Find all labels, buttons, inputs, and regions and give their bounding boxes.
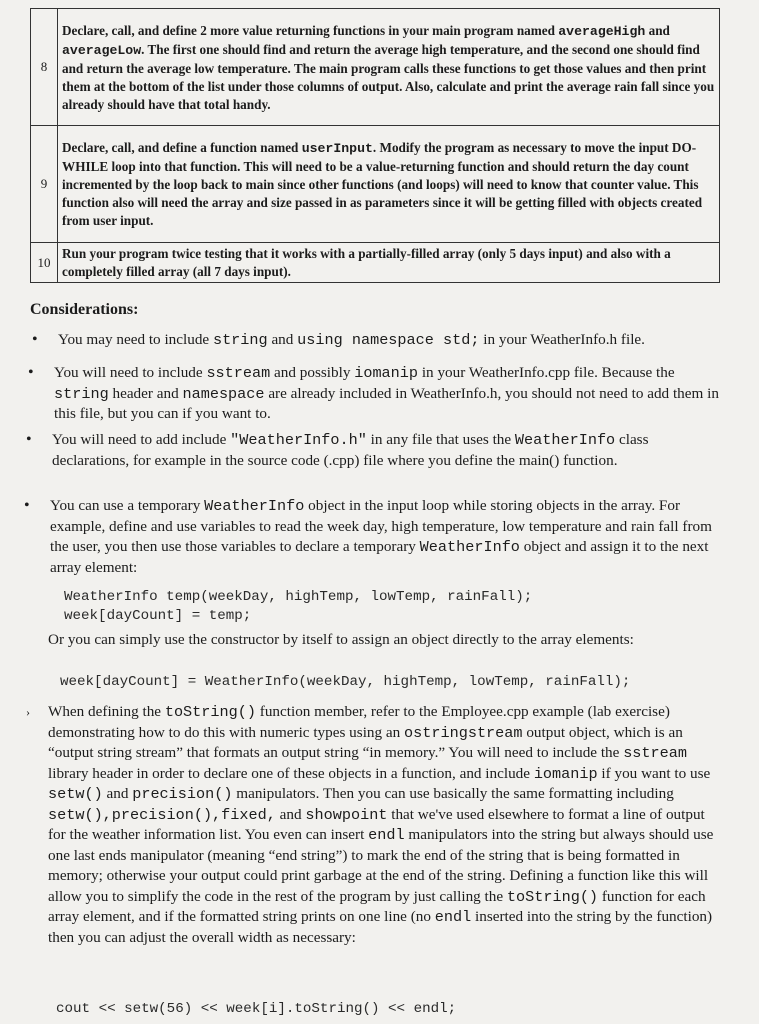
bullet-icon: • xyxy=(26,431,32,448)
bullet-icon: › xyxy=(26,705,30,719)
table-row xyxy=(31,126,720,243)
code-line: WeatherInfo temp(weekDay, highTemp, lowTemp, rainFall); xyxy=(64,589,533,605)
bullet-icon: • xyxy=(28,364,34,381)
table-row xyxy=(31,9,720,126)
paragraph: Or you can simply use the constructor by itself to assign an object directly to the array elements: xyxy=(48,631,634,648)
row-text: Declare, call, and define 2 more value returning functions in your main program named averageHigh and averageLow. The first one should find and return the average high temperature, and the second one should find and return the average low temperature. The main program calls these functions to get those values and then print them at the bottom of the list under those columns of output. Also, calculate and print the average rain fall since you already should have that total handy. xyxy=(58,9,720,126)
row-number: 9 xyxy=(31,126,58,243)
bullet-item: › When defining the toString() function member, refer to the Employee.cpp example (lab exercise) demonstrating how to do this with numeric types using an ostringstream output object, which is an “output string stream” that formats an output string “in memory.” You will need to include the sstream library header in order to declare one of these objects in a function, and include iomanip if you want to use setw() and precision() manipulators. Then you can use basically the same formatting including setw(),precision(),fixed, and showpoint that we've used elsewhere to format a line of output for the weather information list. You even can insert endl manipulators into the string but always should use one last ends manipulator (meaning “end string”) to mark the end of the string that is being formatted in memory; otherwise your output could print garbage at the end of the string. Defining a function like this will allow you to simplify the code in the rest of the program by just calling the toString() function for each array element, and if the formatted string prints on one line (no endl inserted into the string by the function) then you can adjust the overall width as necessary: xyxy=(26,703,714,946)
code-line: week[dayCount] = WeatherInfo(weekDay, highTemp, lowTemp, rainFall); xyxy=(60,674,631,690)
row-text: Declare, call, and define a function named userInput. Modify the program as necessary to move the input DO-WHILE loop into that function. This will need to be a value-returning function and should return the day count incremented by the loop back to main since other functions (and loops) will need to know that counter value. This function also will need the array and size passed in as parameters since it will be getting filled with objects created from user input. xyxy=(58,126,720,243)
row-number: 8 xyxy=(31,9,58,126)
bullet-icon: • xyxy=(32,331,38,348)
row-number: 10 xyxy=(31,243,58,283)
row-text: Run your program twice testing that it works with a partially-filled array (only 5 days input) and also with a completely filled array (all 7 days input). xyxy=(58,243,720,283)
code-line: cout << setw(56) << week[i].toString() << endl; xyxy=(56,1001,457,1017)
bullet-item: • You may need to include string and using namespace std; in your WeatherInfo.h file. xyxy=(32,331,645,349)
bullet-item: • You can use a temporary WeatherInfo object in the input loop while storing objects in the array. For example, define and use variables to read the week day, high temperature, low temperature and rain fall from the user, you then use those variables to declare a temporary WeatherInfo object and assign it to the next array element: xyxy=(24,497,712,576)
requirements-table xyxy=(30,8,720,283)
code-line: week[dayCount] = temp; xyxy=(64,608,252,624)
table-row xyxy=(31,243,720,283)
bullet-item: • You will need to include sstream and possibly iomanip in your WeatherInfo.cpp file. Because the string header and namespace are already included in WeatherInfo.h, you should not need to add them in this file, but you can if you want to. xyxy=(28,364,719,422)
bullet-item: • You will need to add include "WeatherInfo.h" in any file that uses the WeatherInfo class declarations, for example in the source code (.cpp) file where you define the main() function. xyxy=(26,431,649,469)
considerations-heading: Considerations: xyxy=(30,301,139,318)
bullet-icon: • xyxy=(24,497,30,514)
